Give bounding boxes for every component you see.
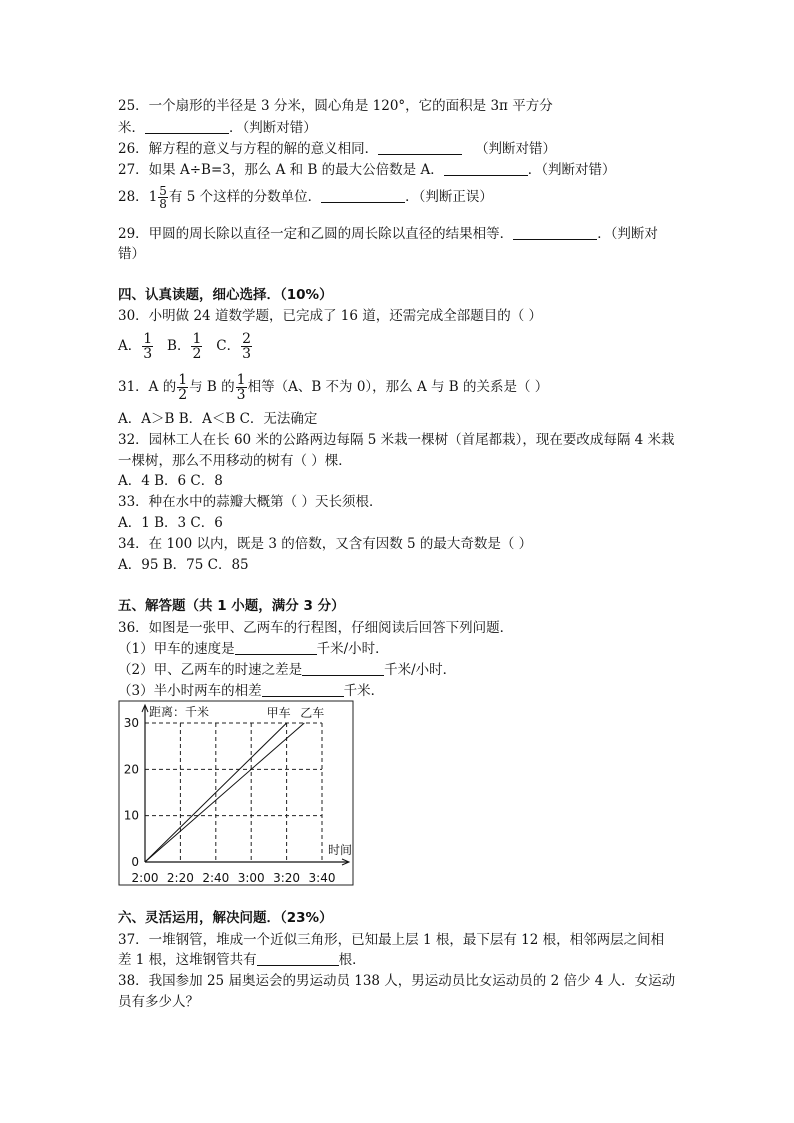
x-tick-label: 2:20	[166, 871, 194, 885]
q36-part1: （1）甲车的速度是 千米/小时．	[118, 641, 389, 657]
y-tick-label: 0	[131, 855, 139, 869]
q33: 33．种在水中的蒜瓣大概第（ ）天长须根．	[118, 494, 383, 510]
answer-blank[interactable]	[513, 225, 597, 240]
q36-part2: （2）甲、乙两车的时速之差是 千米/小时．	[118, 662, 457, 678]
x-tick-label: 3:00	[237, 871, 265, 885]
q37-line1: 37．一堆钢管，堆成一个近似三角形，已知最上层 1 根，最下层有 12 根，相邻两层之间相	[118, 932, 665, 948]
x-tick-label: 3:20	[273, 871, 301, 885]
q30-options	[118, 330, 253, 362]
chart-frame	[119, 701, 353, 885]
q32-line1: 32．园林工人在长 60 米的公路两边每隔 5 米栽一棵树（首尾都栽），现在要改成每隔 4 米栽	[118, 432, 675, 448]
q27: 27．如果 A÷B=3，那么 A 和 B 的最大公倍数是 A． ．（判断对错）	[118, 162, 616, 178]
q31: 31．A 的 $\frac{1}{2}$ 与 B 的 $\frac{1}{3}$ 相等（A、B 不为 0），那么 A 与 B 的关系是（ ）	[118, 372, 549, 403]
series-line-yi	[145, 723, 304, 862]
section-5-heading: 五、解答题（共 1 小题，满分 3 分）	[118, 598, 345, 614]
q32-line2: 一棵树，那么不用移动的树有（ ）棵．	[118, 453, 352, 469]
option-c[interactable]: C． $\frac{2}{3}$	[216, 331, 252, 362]
option-b[interactable]: B． $\frac{1}{2}$	[167, 331, 202, 362]
travel-chart	[118, 700, 354, 886]
y-axis-label: 距离：千米	[149, 705, 210, 719]
q30: 30．小明做 24 道数学题，已完成了 16 道，还需完成全部题目的（ ）	[118, 308, 542, 324]
q26: 26．解方程的意义与方程的解的意义相同． （判断对错）	[118, 141, 557, 157]
q34-options[interactable]: A．95 B．75 C．85	[118, 557, 249, 573]
answer-blank[interactable]	[302, 661, 384, 676]
q31-options[interactable]: A．A＞B B．A＜B C．无法确定	[118, 411, 318, 427]
q32-options[interactable]: A．4 B．6 C．8	[118, 473, 223, 489]
series-line-jia	[145, 723, 287, 862]
q28: 28． 1 $\frac{5}{8}$ 有 5 个这样的分数单位． ．（判断正误）	[118, 183, 493, 211]
q25-line1: 25．一个扇形的半径是 3 分米，圆心角是 120°，它的面积是 3π 平方分	[118, 98, 553, 114]
answer-blank[interactable]	[321, 188, 405, 203]
mixed-number: 1 $\frac{5}{8}$	[148, 183, 167, 211]
q37-line2: 差 1 根，这堆钢管共有 根．	[118, 952, 366, 968]
answer-blank[interactable]	[378, 140, 462, 155]
q34: 34．在 100 以内，既是 3 的倍数，又含有因数 5 的最大奇数是（ ）	[118, 536, 533, 552]
x-tick-label: 3:40	[308, 871, 336, 885]
q29-line1: 29．甲圆的周长除以直径一定和乙圆的周长除以直径的结果相等． ．（判断对	[118, 226, 658, 242]
x-tick-label: 2:40	[202, 871, 230, 885]
q36-intro: 36．如图是一张甲、乙两车的行程图，仔细阅读后回答下列问题．	[118, 620, 514, 636]
y-tick-label: 20	[123, 762, 139, 777]
series-label: 甲车	[266, 706, 291, 720]
x-axis-label: 时间	[328, 843, 353, 857]
section-4-heading: 四、认真读题，细心选择．（10%）	[118, 287, 333, 303]
x-tick-label: 2:00	[131, 871, 159, 885]
q38-line2: 员有多少人？	[118, 994, 199, 1010]
series-label: 乙车	[300, 706, 325, 720]
q33-options[interactable]: A．1 B．3 C．6	[118, 515, 223, 531]
y-tick-label: 30	[123, 716, 139, 730]
answer-blank[interactable]	[262, 682, 344, 697]
answer-blank[interactable]	[145, 119, 229, 134]
q38-line1: 38．我国参加 25 届奥运会的男运动员 138 人，男运动员比女运动员的 2 倍少 4 人．女运动	[118, 973, 676, 989]
answer-blank[interactable]	[444, 161, 528, 176]
answer-blank[interactable]	[257, 951, 339, 966]
option-a[interactable]: A． $\frac{1}{3}$	[118, 331, 153, 362]
q29-line2: 错）	[118, 246, 145, 262]
q36-part3: （3）半小时两车的相差 千米．	[118, 683, 385, 699]
answer-blank[interactable]	[235, 640, 317, 655]
y-tick-label: 10	[123, 808, 139, 823]
q25-line2: 米． ．（判断对错）	[118, 120, 317, 136]
section-6-heading: 六、灵活运用，解决问题．（23%）	[118, 910, 333, 926]
